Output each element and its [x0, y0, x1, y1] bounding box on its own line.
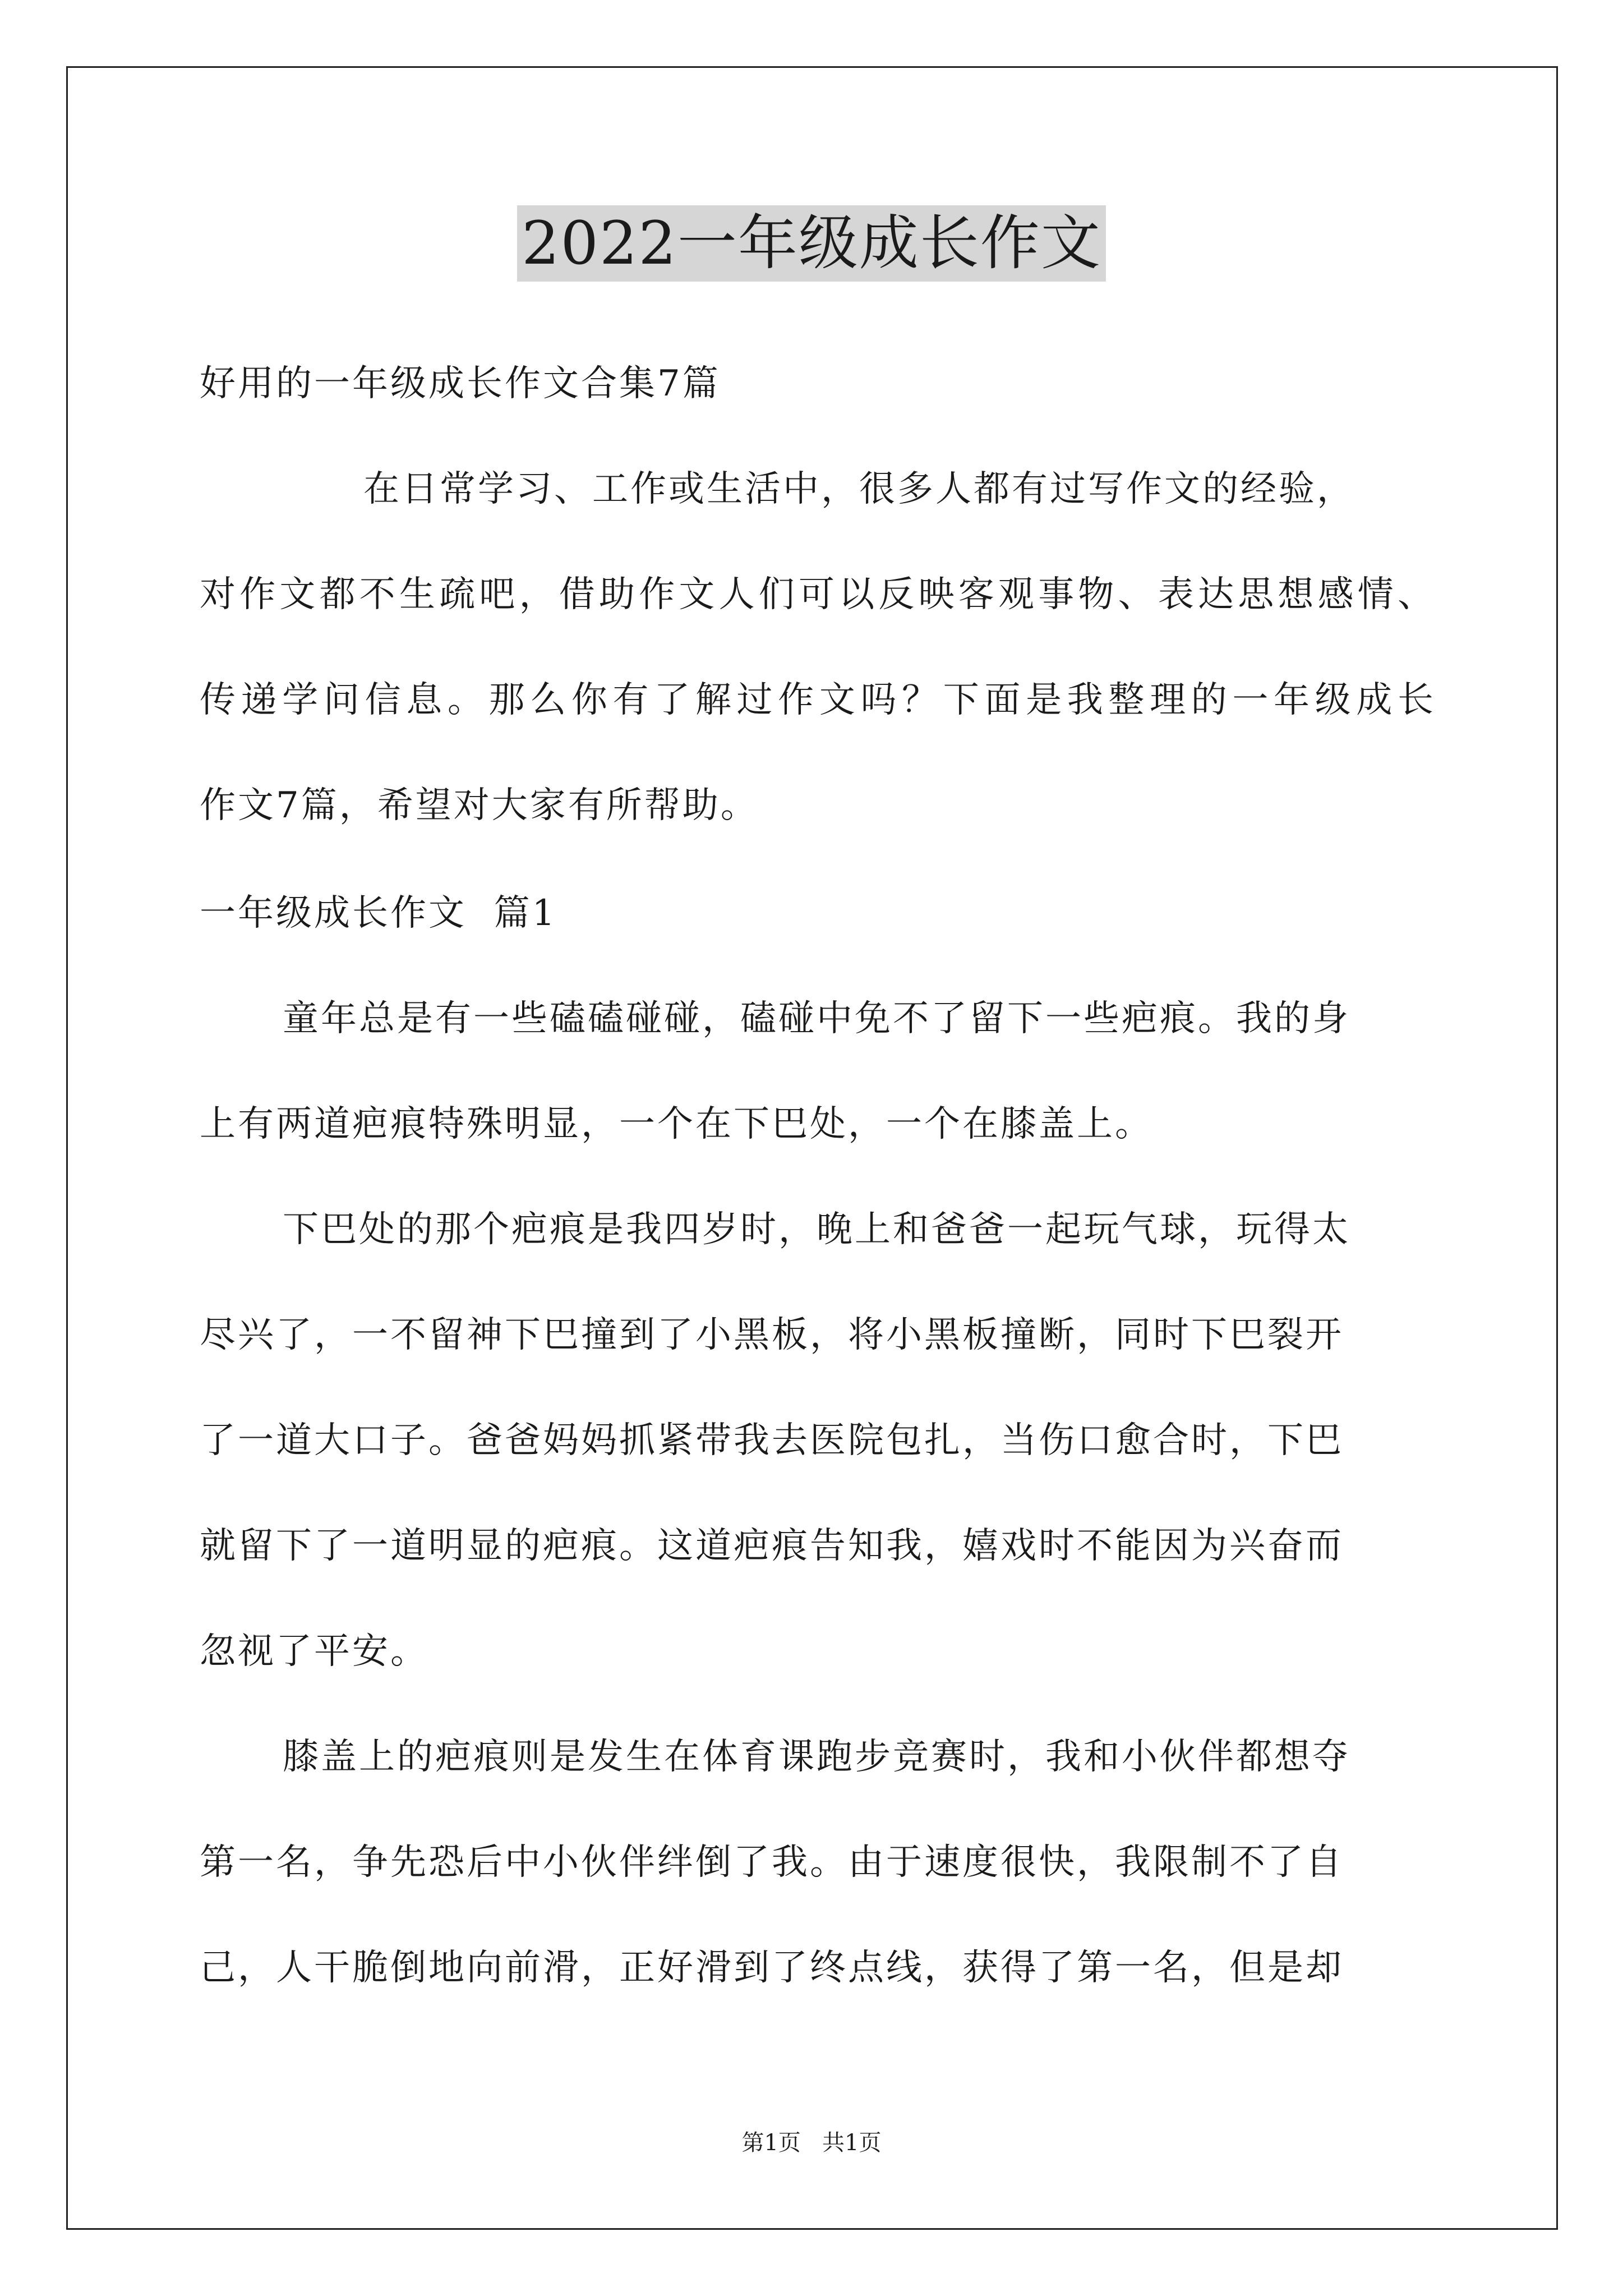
body-line-1: 童年总是有一些磕磕碰碰，磕碰中免不了留下一些疤痕。我的身: [283, 998, 1350, 1039]
section-heading: 一年级成长作文 篇1: [200, 892, 557, 934]
body-line-8: 膝盖上的疤痕则是发生在体育课跑步竞赛时，我和小伙伴都想夺: [283, 1736, 1350, 1778]
page-footer: 第1页 共1页: [741, 2130, 882, 2156]
body-line-3: 下巴处的那个疤痕是我四岁时，晚上和爸爸一起玩气球，玩得太: [283, 1209, 1350, 1250]
body-line-6: 就留下了一道明显的疤痕。这道疤痕告知我，嬉戏时不能因为兴奋而: [200, 1525, 1344, 1567]
intro-line-2: 对作文都不生疏吧，借助作文人们可以反映客观事物、表达思想感情、: [200, 574, 1433, 615]
body-line-10: 己，人干脆倒地向前滑，正好滑到了终点线，获得了第一名，但是却: [200, 1947, 1344, 1989]
document-title: 2022一年级成长作文: [517, 205, 1106, 282]
body-line-5: 了一道大口子。爸爸妈妈抓紧带我去医院包扎，当伤口愈合时，下巴: [200, 1420, 1344, 1461]
title-container: [0, 205, 1623, 282]
intro-line-1: 在日常学习、工作或生活中，很多人都有过写作文的经验，: [363, 468, 1355, 510]
body-line-2: 上有两道疤痕特殊明显，一个在下巴处，一个在膝盖上。: [200, 1103, 1153, 1145]
intro-line-3: 传递学问信息。那么你有了解过作文吗？下面是我整理的一年级成长: [200, 679, 1433, 721]
body-line-9: 第一名，争先恐后中小伙伴绊倒了我。由于速度很快，我限制不了自: [200, 1842, 1344, 1883]
body-line-4: 尽兴了，一不留神下巴撞到了小黑板，将小黑板撞断，同时下巴裂开: [200, 1314, 1344, 1356]
document-subtitle: 好用的一年级成长作文合集7篇: [200, 363, 721, 404]
intro-line-4: 作文7篇，希望对大家有所帮助。: [200, 785, 759, 826]
body-line-7: 忽视了平安。: [200, 1631, 428, 1672]
